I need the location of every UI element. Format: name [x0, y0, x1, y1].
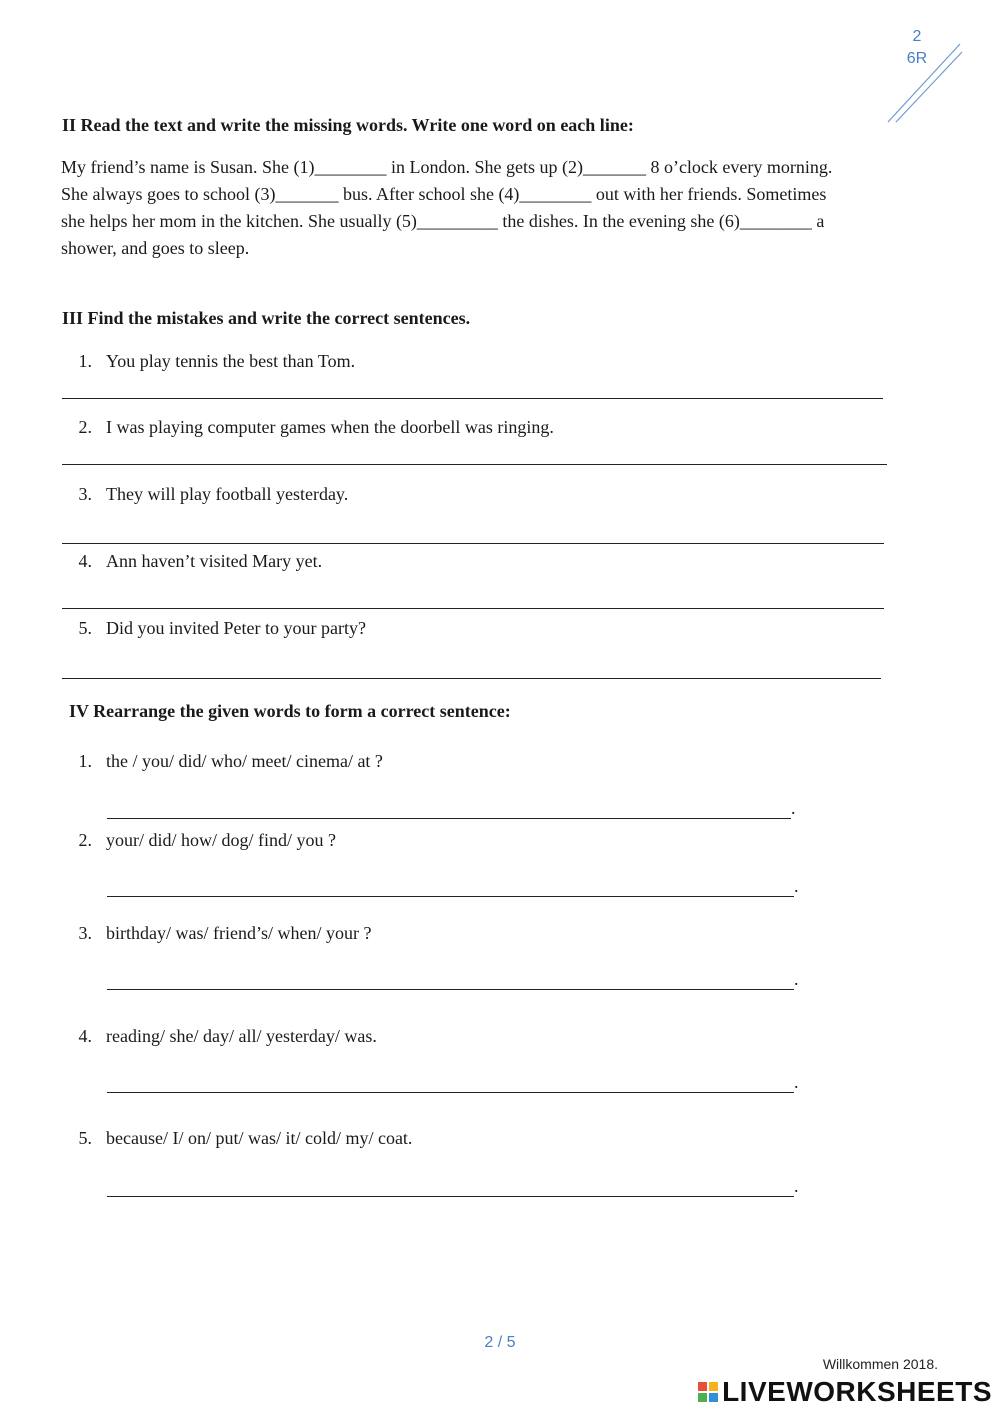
mistake-item-4: [62, 551, 322, 572]
end-period: .: [794, 969, 799, 989]
rearrange-item-5: [62, 1128, 412, 1149]
item-number: 3.: [78, 923, 92, 943]
corner-class-code: 6R: [906, 50, 928, 67]
answer-line-4[interactable]: [62, 608, 884, 609]
section-2-heading: II Read the text and write the missing words. Write one word on each line:: [62, 115, 634, 135]
mistake-item-2: [62, 417, 554, 438]
mistake-item-1: [62, 351, 355, 372]
item-text: They will play football yesterday.: [106, 484, 349, 504]
corner-decoration: [884, 40, 964, 126]
paragraph-line: My friend’s name is Susan. She (1)________ in London. She gets up (2)_______ 8 o’clock every morning.: [61, 157, 833, 177]
item-text: You play tennis the best than Tom.: [106, 351, 356, 371]
end-period: .: [794, 876, 799, 896]
rearrange-answer-line-4[interactable]: [107, 1092, 794, 1093]
rearrange-item-3: [62, 923, 371, 944]
end-period: .: [791, 798, 796, 818]
rearrange-answer-line-2[interactable]: [107, 896, 794, 897]
paragraph-line: shower, and goes to sleep.: [61, 238, 250, 258]
item-text: Did you invited Peter to your party?: [106, 618, 366, 638]
section-4-heading: IV Rearrange the given words to form a correct sentence:: [69, 701, 511, 721]
corner-page-number: 2: [912, 28, 922, 45]
item-text: Ann haven’t visited Mary yet.: [106, 551, 323, 571]
item-number: 4.: [78, 551, 92, 571]
answer-line-1[interactable]: [62, 398, 883, 399]
rearrange-answer-line-3[interactable]: [107, 989, 794, 990]
paragraph-line: she helps her mom in the kitchen. She usually (5)_________ the dishes. In the evening she (6)________ a: [61, 211, 825, 231]
answer-line-5[interactable]: [62, 678, 881, 679]
item-number: 3.: [78, 484, 92, 504]
item-number: 5.: [78, 618, 92, 638]
item-number: 5.: [78, 1128, 92, 1148]
page-indicator: 2 / 5: [484, 1334, 516, 1351]
item-number: 4.: [78, 1026, 92, 1046]
welcome-text: Willkommen 2018.: [822, 1356, 938, 1372]
logo-blocks-icon: [698, 1382, 718, 1402]
item-number: 2.: [78, 417, 92, 437]
end-period: .: [794, 1176, 799, 1196]
item-text: reading/ she/ day/ all/ yesterday/ was.: [106, 1026, 377, 1046]
rearrange-item-2: [62, 830, 336, 851]
item-text: because/ I/ on/ put/ was/ it/ cold/ my/ coat.: [106, 1128, 413, 1148]
item-number: 1.: [78, 751, 92, 771]
rearrange-answer-line-1[interactable]: [107, 818, 791, 819]
logo-text: LIVEWORKSHEETS: [722, 1376, 992, 1407]
item-text: I was playing computer games when the doorbell was ringing.: [106, 417, 554, 437]
answer-line-3[interactable]: [62, 543, 884, 544]
item-text: your/ did/ how/ dog/ find/ you ?: [106, 830, 336, 850]
answer-line-2[interactable]: [62, 464, 887, 465]
rearrange-answer-line-5[interactable]: [107, 1196, 794, 1197]
mistake-item-5: [62, 618, 366, 639]
section-3-heading: III Find the mistakes and write the correct sentences.: [62, 308, 471, 328]
liveworksheets-logo[interactable]: [698, 1376, 992, 1408]
item-text: the / you/ did/ who/ meet/ cinema/ at ?: [106, 751, 383, 771]
paragraph-line: She always goes to school (3)_______ bus. After school she (4)________ out with her friends. Sometimes: [61, 184, 827, 204]
item-number: 2.: [78, 830, 92, 850]
item-text: birthday/ was/ friend’s/ when/ your ?: [106, 923, 372, 943]
mistake-item-3: [62, 484, 348, 505]
end-period: .: [794, 1072, 799, 1092]
rearrange-item-1: [62, 751, 383, 772]
item-number: 1.: [78, 351, 92, 371]
rearrange-item-4: [62, 1026, 377, 1047]
section-2-paragraph: [61, 154, 931, 262]
